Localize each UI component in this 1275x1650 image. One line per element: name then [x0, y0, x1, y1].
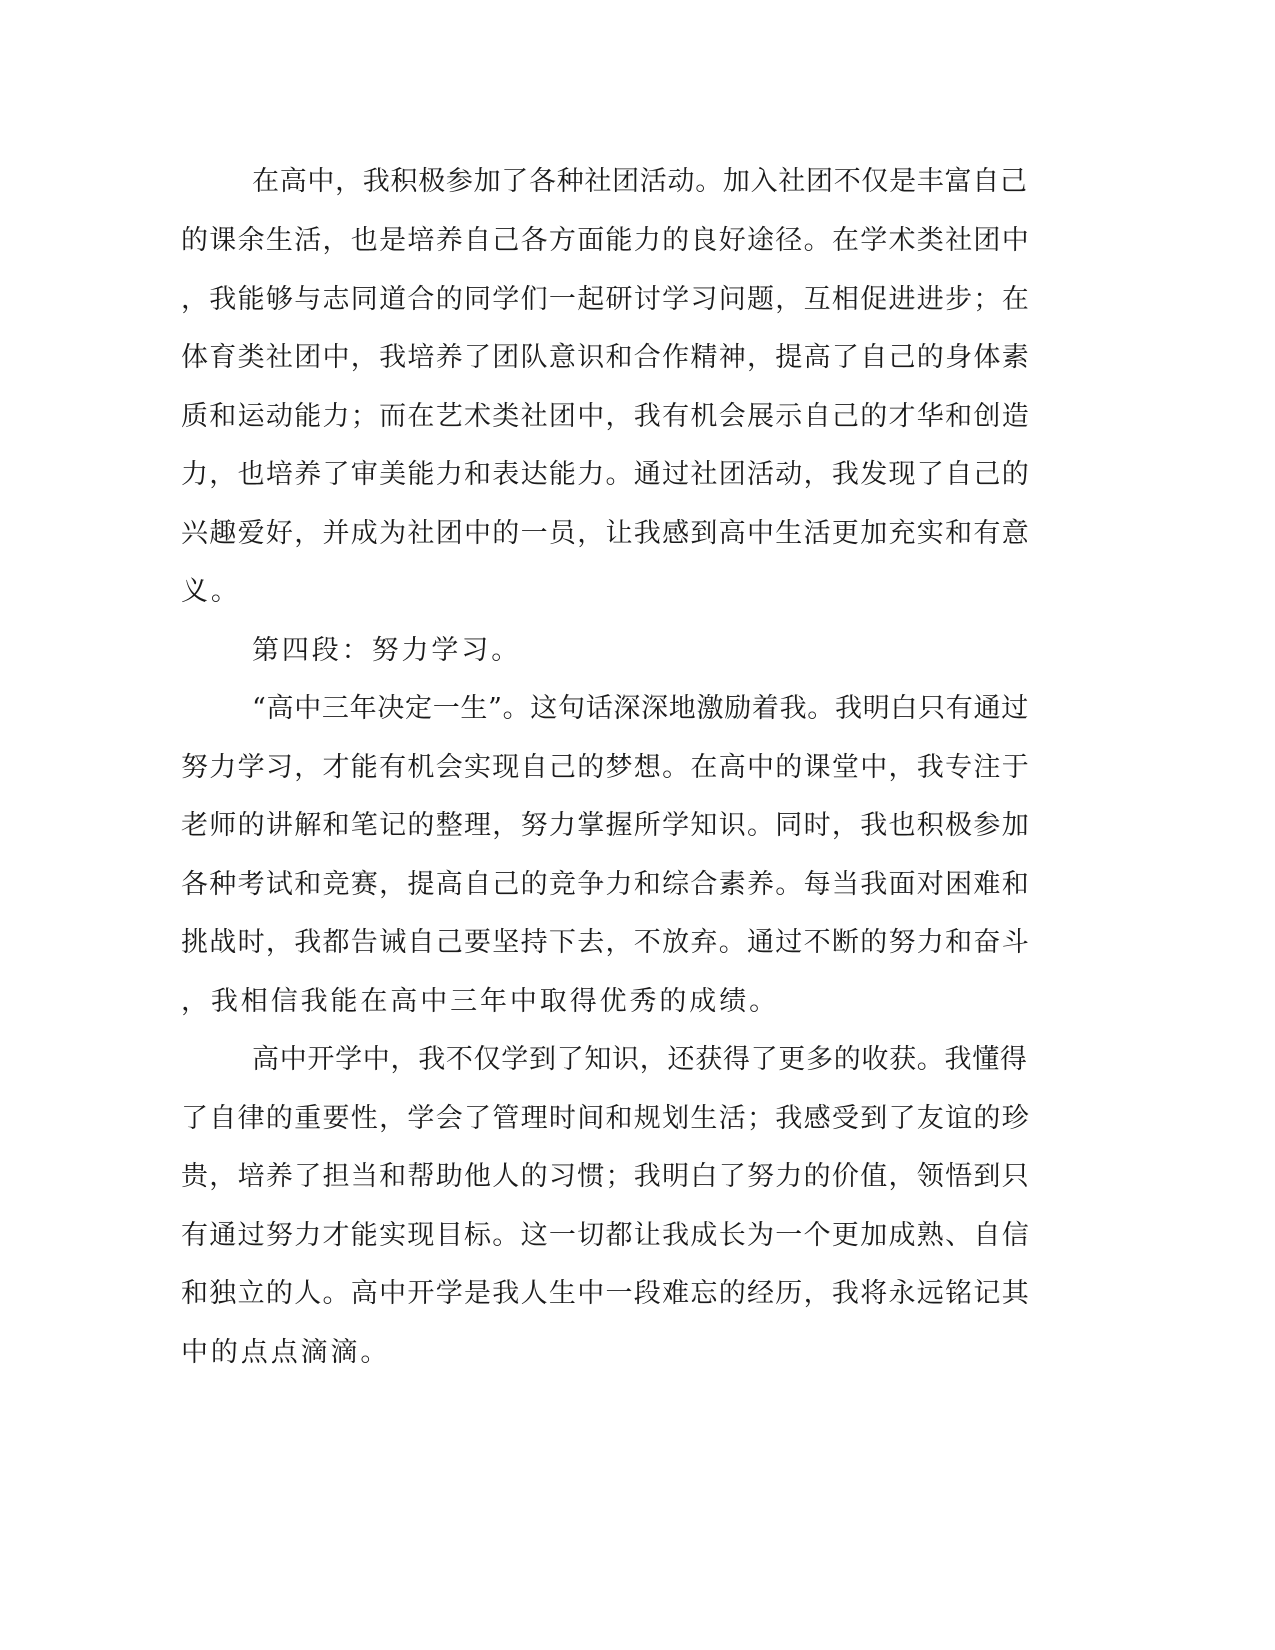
text-line: 义。	[181, 576, 241, 607]
text-line: 质和运动能力；而在艺术类社团中，我有机会展示自己的才华和创造	[181, 401, 1030, 432]
text-line: 的课余生活，也是培养自己各方面能力的良好途径。在学术类社团中	[181, 225, 1030, 256]
text-line: 贵，培养了担当和帮助他人的习惯；我明白了努力的价值，领悟到只	[181, 1161, 1030, 1192]
text-line: 中的点点滴滴。	[181, 1337, 391, 1368]
text-line: 体育类社团中，我培养了团队意识和合作精神，提高了自己的身体素	[181, 342, 1030, 373]
section-heading: 第四段：努力学习。	[252, 635, 522, 666]
text-line: “高中三年决定一生”。这句话深深地激励着我。我明白只有通过	[252, 693, 1029, 724]
text-line: ，我相信我能在高中三年中取得优秀的成绩。	[181, 986, 779, 1017]
text-line: 兴趣爱好，并成为社团中的一员，让我感到高中生活更加充实和有意	[181, 518, 1030, 549]
text-line: 在高中，我积极参加了各种社团活动。加入社团不仅是丰富自己	[252, 166, 1028, 197]
text-line: 努力学习，才能有机会实现自己的梦想。在高中的课堂中，我专注于	[181, 752, 1030, 783]
text-line: 有通过努力才能实现目标。这一切都让我成长为一个更加成熟、自信	[181, 1220, 1030, 1251]
text-line: 各种考试和竞赛，提高自己的竞争力和综合素养。每当我面对困难和	[181, 869, 1030, 900]
text-line: 高中开学中，我不仅学到了知识，还获得了更多的收获。我懂得	[252, 1044, 1028, 1075]
text-line: ，我能够与志同道合的同学们一起研讨学习问题，互相促进进步；在	[181, 284, 1030, 315]
text-line: 和独立的人。高中开学是我人生中一段难忘的经历，我将永远铭记其	[181, 1278, 1030, 1309]
text-line: 挑战时，我都告诫自己要坚持下去，不放弃。通过不断的努力和奋斗	[181, 927, 1030, 958]
text-line: 了自律的重要性，学会了管理时间和规划生活；我感受到了友谊的珍	[181, 1103, 1030, 1134]
text-line: 力，也培养了审美能力和表达能力。通过社团活动，我发现了自己的	[181, 459, 1030, 490]
text-line: 老师的讲解和笔记的整理，努力掌握所学知识。同时，我也积极参加	[181, 810, 1030, 841]
